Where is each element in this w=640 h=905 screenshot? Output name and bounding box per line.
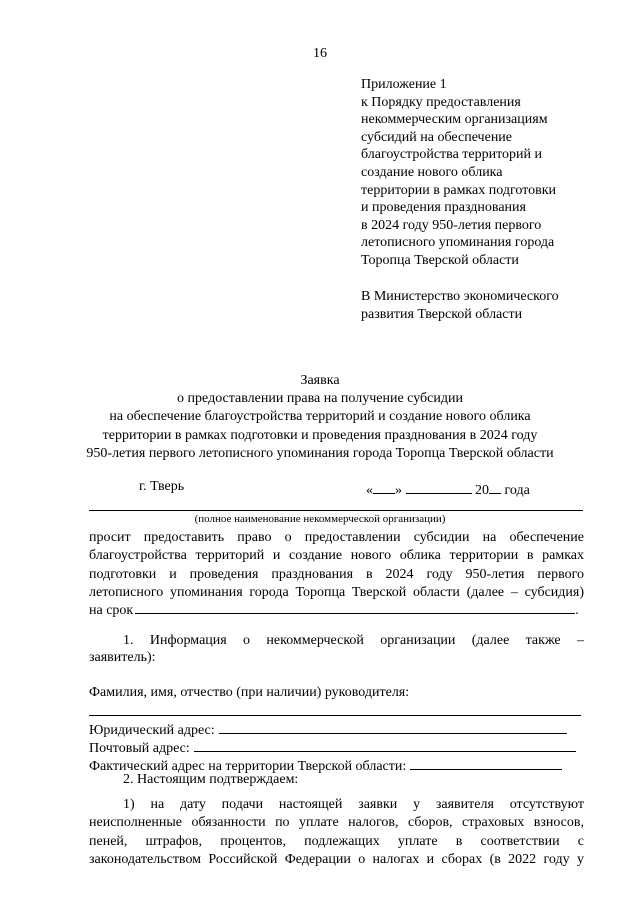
section2-line: неисполненные обязанности по уплате налогов, сборов, страховых взносов, xyxy=(89,815,584,831)
section1-heading xyxy=(123,632,584,650)
request-line: подготовки и проведения празднования в 2024 году 950-летия первого xyxy=(89,566,584,582)
section2-paragraph xyxy=(89,796,584,870)
addressee-block xyxy=(361,288,559,323)
legal-address-label: Юридический адрес: xyxy=(89,723,215,738)
date-close-quote: » xyxy=(395,483,402,498)
section1-line: 1. Информация о некоммерческой организации (далее также – xyxy=(123,633,584,648)
appendix-line: Торопца Тверской области xyxy=(361,252,519,268)
term-end: . xyxy=(575,603,579,618)
org-name-line[interactable] xyxy=(89,510,583,511)
title-line: о предоставлении права на получение субсидии xyxy=(177,391,463,407)
addressee-line: развития Тверской области xyxy=(361,306,523,322)
title-line: 950-летия первого летописного упоминания города Торопца Тверской области xyxy=(86,445,554,461)
appendix-line: территории в рамках подготовки xyxy=(361,182,556,198)
appendix-line: Приложение 1 xyxy=(361,77,447,92)
appendix-line: благоустройства территорий и xyxy=(361,147,543,163)
appendix-line: и проведения празднования xyxy=(361,200,526,216)
appendix-line: в 2024 году 950-летия первого xyxy=(361,217,542,233)
month-blank[interactable] xyxy=(406,479,472,494)
legal-address-blank[interactable] xyxy=(219,719,567,734)
appendix-block xyxy=(361,76,556,270)
appendix-line: к Порядку предоставления xyxy=(361,94,521,110)
postal-address-label: Почтовый адрес: xyxy=(89,741,190,756)
org-name-caption: (полное наименование некоммерческой организации) xyxy=(194,513,446,525)
day-blank[interactable] xyxy=(373,479,395,494)
title-line: территории в рамках подготовки и проведения празднования в 2024 году xyxy=(102,427,538,443)
section1-line2: заявитель): xyxy=(89,650,156,665)
century-label: 20 xyxy=(475,483,489,498)
page-number: 16 xyxy=(313,46,327,61)
request-line: летописного упоминания города Торопца Тверской области (далее – субсидия) xyxy=(89,585,584,601)
request-paragraph xyxy=(89,529,584,603)
postal-address-row xyxy=(89,737,576,757)
term-label: на срок xyxy=(89,603,134,618)
head-label: Фамилия, имя, отчество (при наличии) руководителя: xyxy=(89,685,410,700)
section2-line: 1) на дату подачи настоящей заявки у заявителя отсутствуют xyxy=(123,797,584,812)
term-blank[interactable] xyxy=(135,599,575,614)
actual-address-blank[interactable] xyxy=(410,755,562,770)
request-line: просит предоставить право о предоставлении субсидии на обеспечение xyxy=(89,530,584,545)
section2-heading: 2. Настоящим подтверждаем: xyxy=(123,772,299,787)
postal-address-blank[interactable] xyxy=(194,737,576,752)
date-open-quote: « xyxy=(366,483,373,498)
application-title xyxy=(0,372,640,463)
title-line: на обеспечение благоустройства территорий и создание нового облика xyxy=(109,409,531,425)
year-blank[interactable] xyxy=(489,479,501,494)
date-field xyxy=(366,479,530,499)
section2-line: пеней, штрафов, процентов, подлежащих уплате в соответствии с xyxy=(89,833,584,849)
section2-line: законодательством Российской Федерации о налогах и сборах (в 2022 году у xyxy=(89,852,584,868)
appendix-line: летописного упоминания города xyxy=(361,235,555,251)
legal-address-row xyxy=(89,719,567,739)
city-label: г. Тверь xyxy=(139,479,185,494)
head-name-line[interactable] xyxy=(89,715,581,716)
year-label: года xyxy=(504,483,530,498)
actual-address-label: Фактический адрес на территории Тверской области: xyxy=(89,759,407,774)
request-line: благоустройства территорий и создание нового облика территории в рамках xyxy=(89,548,584,564)
appendix-line: создание нового облика xyxy=(361,164,503,180)
addressee-line: В Министерство экономического xyxy=(361,289,559,304)
appendix-line: некоммерческим организациям xyxy=(361,112,548,128)
term-row xyxy=(89,599,579,619)
title-heading: Заявка xyxy=(300,373,340,388)
appendix-line: субсидий на обеспечение xyxy=(361,129,513,145)
